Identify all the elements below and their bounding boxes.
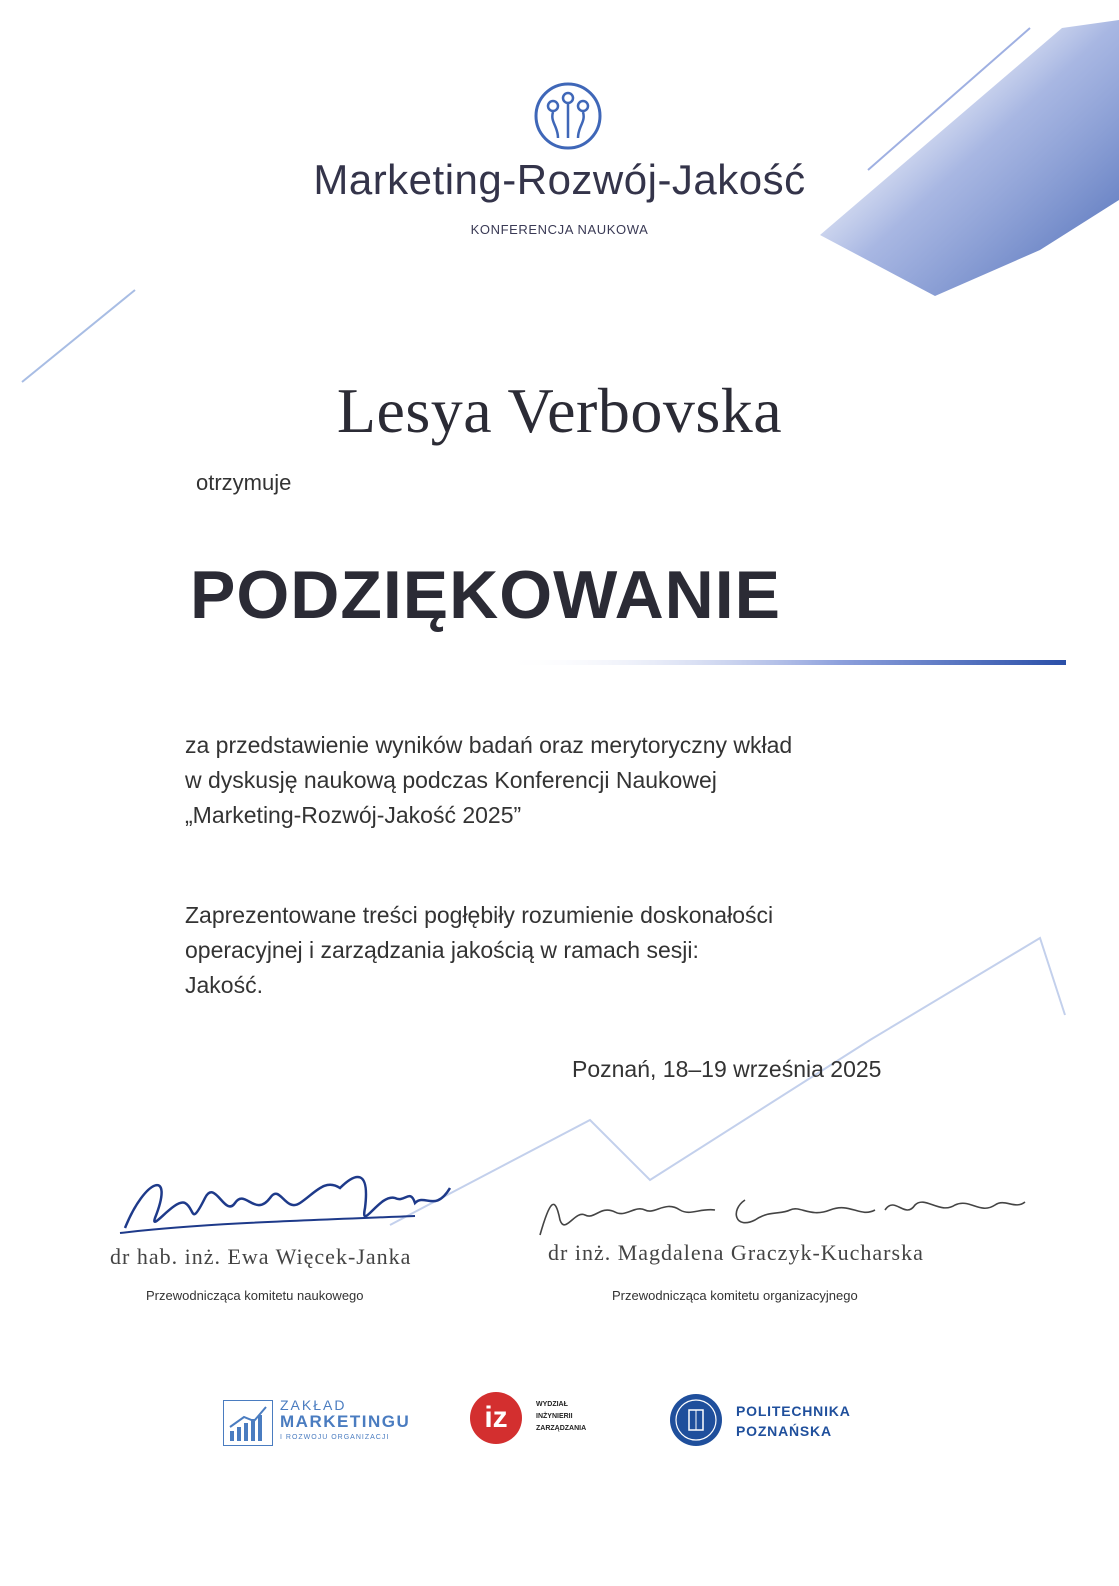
left-accent-line: [22, 290, 135, 382]
title-underline: [500, 660, 1066, 665]
zaklad-logo-icon: [223, 1400, 273, 1446]
award-title: PODZIĘKOWANIE: [190, 557, 782, 633]
session-line: operacyjnej i zarządzania jakością w ramach sesji:: [185, 937, 699, 963]
politechnika-logo-icon: [670, 1394, 722, 1446]
reason-line: „Marketing-Rozwój-Jakość 2025”: [185, 802, 522, 828]
bar-chart-icon: [224, 1401, 272, 1445]
reason-line: za przedstawienie wyników badań oraz merytoryczny wkład: [185, 732, 793, 758]
session-paragraph: [185, 898, 773, 1003]
signature-1-handwriting: [115, 1158, 475, 1248]
conference-subtitle: KONFERENCJA NAUKOWA: [470, 222, 649, 237]
wydzial-logo-line2: INŻYNIERII: [536, 1413, 573, 1420]
zaklad-logo-line3: I ROZWOJU ORGANIZACJI: [280, 1434, 390, 1441]
reason-paragraph: [185, 728, 792, 833]
signatory-1-name: dr hab. inż. Ewa Więcek-Janka: [110, 1244, 412, 1269]
conference-logo-icon: [528, 80, 608, 150]
conference-title: Marketing-Rozwój-Jakość: [313, 156, 806, 203]
recipient-name: Lesya Verbovska: [336, 375, 783, 446]
wydzial-logo-icon: [470, 1392, 522, 1444]
reason-line: w dyskusję naukową podczas Konferencji Naukowej: [185, 767, 717, 793]
wydzial-logo-line3: ZARZĄDZANIA: [536, 1425, 587, 1432]
receives-label: otrzymuje: [196, 470, 292, 495]
politechnika-logo-line1: POLITECHNIKA: [736, 1403, 851, 1419]
session-line: Zaprezentowane treści pogłębiły rozumienie doskonałości: [185, 902, 774, 928]
signatory-2-role: Przewodnicząca komitetu organizacyjnego: [612, 1288, 858, 1303]
wydzial-logo-mark: iz: [484, 1401, 508, 1434]
signatory-2-name: dr inż. Magdalena Graczyk-Kucharska: [548, 1240, 924, 1265]
politechnika-logo-line2: POZNAŃSKA: [736, 1423, 832, 1439]
date-place: Poznań, 18–19 września 2025: [572, 1056, 882, 1082]
zaklad-logo-line2: MARKETINGU: [280, 1412, 411, 1431]
wydzial-logo-line1: WYDZIAŁ: [536, 1401, 568, 1408]
signatory-1-role: Przewodnicząca komitetu naukowego: [146, 1288, 364, 1303]
session-line: Jakość.: [185, 972, 263, 998]
crest-icon: [670, 1394, 722, 1446]
zaklad-logo-line1: ZAKŁAD: [280, 1397, 347, 1413]
